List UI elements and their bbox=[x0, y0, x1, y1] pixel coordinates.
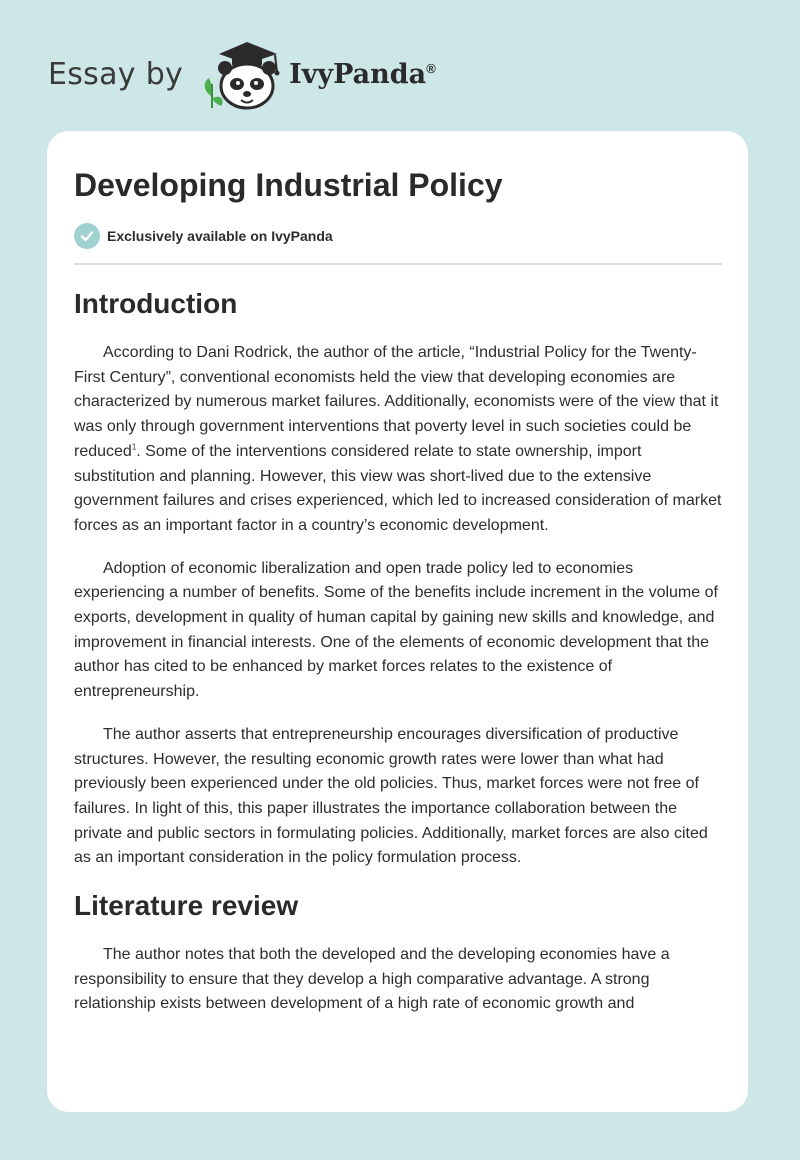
registered-mark: ® bbox=[426, 60, 436, 76]
panda-logo-icon[interactable] bbox=[197, 34, 289, 114]
exclusive-label: Exclusively available on IvyPanda bbox=[107, 228, 333, 244]
brand-name[interactable]: IvyPanda® bbox=[289, 58, 436, 90]
intro-paragraph-3: The author asserts that entrepreneurship encourages diversification of productive structures. However, the resulting economic growth rates were lower than what had previously been experienced under the old policies. Thus, market forces were not free of failures. In light of this, this paper illustrates the importance collaboration between the private and public sectors in formulating policies. Additionally, market forces are also cited as an important consideration in the policy formulation process. bbox=[74, 725, 708, 867]
site-header bbox=[48, 34, 436, 114]
essay-by-label: Essay by bbox=[48, 56, 184, 92]
exclusive-badge bbox=[74, 223, 722, 249]
essay-card bbox=[47, 131, 748, 1112]
section-heading-introduction: Introduction bbox=[74, 288, 238, 319]
check-icon bbox=[74, 223, 100, 249]
title-divider bbox=[74, 263, 722, 265]
intro-paragraph-1: According to Dani Rodrick, the author of the article, “Industrial Policy for the Twenty-First Century”, conventional economists held the view that developing economies are characterized by numerous market failures. Additionally, economists were of the view that it was only through government interventions that poverty level in such societies could be reduced$^1$. Some of the interventions considered relate to state ownership, import substitution and planning. However, this view was short-lived due to the extensive government failures and crises experienced, which led to increased consideration of market forces as an important factor in a country’s economic development. bbox=[74, 344, 722, 534]
literature-paragraph-1: The author notes that both the developed and the developing economies have a responsibility to ensure that they develop a high comparative advantage. A strong relationship exists between development of a high rate of economic growth and bbox=[74, 946, 670, 1013]
essay-title: Developing Industrial Policy bbox=[74, 167, 503, 203]
section-heading-literature-review: Literature review bbox=[74, 890, 299, 922]
intro-paragraph-2: Adoption of economic liberalization and open trade policy led to economies experiencing a number of benefits. Some of the benefits include increment in the volume of exports, development in quality of human capital by gaining new skills and knowledge, and improvement in financial interests. One of the elements of economic development that the author has cited to be enhanced by market forces relates to the existence of entrepreneurship. bbox=[74, 559, 718, 701]
footnote-ref[interactable]: 1 bbox=[131, 442, 137, 452]
